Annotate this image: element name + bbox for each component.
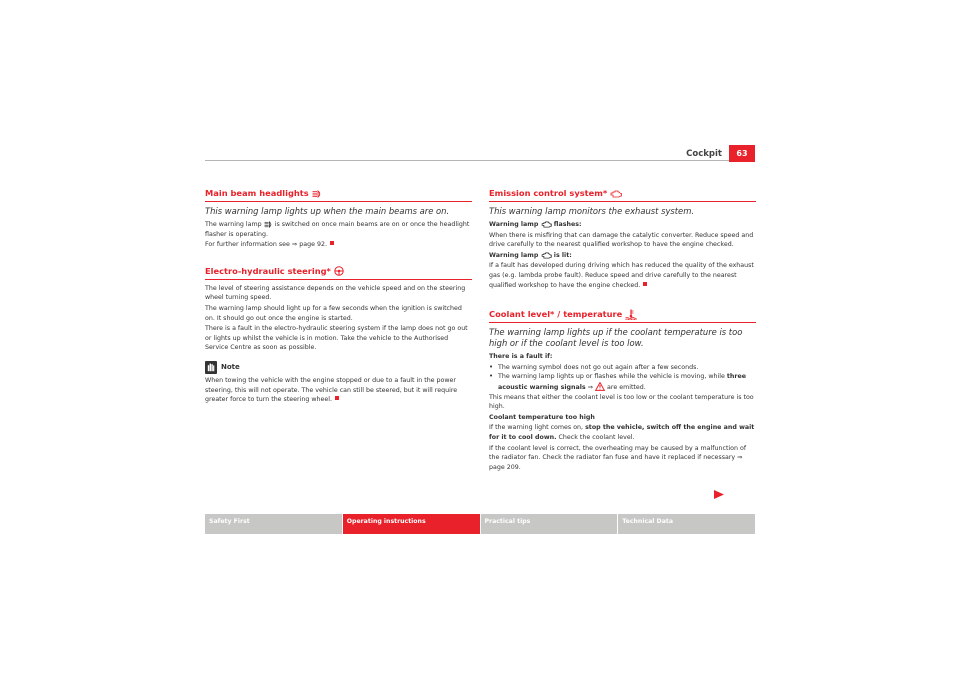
next-page-arrow-icon [713, 489, 725, 500]
footer-nav [205, 514, 755, 534]
section-subtitle: This warning lamp lights up when the main beams are on. [205, 206, 450, 216]
warning-triangle-icon [595, 382, 605, 391]
steering-wheel-icon [334, 266, 344, 276]
main-beam-icon [312, 190, 322, 198]
engine-icon [610, 190, 622, 198]
note-icon [205, 361, 217, 374]
coolant-correct-text: If the coolant level is correct, the overheating may be caused by a malfunction of the radiator fan. Check the radiator fan fuse and have it replaced if necessary ⇒ page 209. [489, 444, 747, 471]
fault-label: There is a fault if: [489, 353, 553, 361]
steering-paragraph-3: There is a fault in the electro-hydraulic steering system if the lamp does not go out or lights up whilst the vehicle is in motion. Take the vehicle to the Authorised Service Centre as soon as possible. [205, 325, 468, 352]
right-column [489, 187, 756, 473]
tab-safety-first[interactable]: Safety First [205, 514, 342, 534]
note-label: Note [221, 362, 240, 371]
list-item: • The warning lamp lights up or flashes while the vehicle is moving, while three acoustic warning signals ⇒ are emitted. [489, 372, 747, 391]
page-header [205, 145, 755, 161]
section-rule [205, 201, 472, 202]
main-beam-paragraph-1: The warning lamp is switched on once main beams are on or once the headlight flasher is operating. [205, 221, 470, 238]
temp-text: If the warning light comes on, stop the vehicle, switch off the engine and wait for it to cool down. Check the coolant level. [489, 424, 755, 441]
chapter-title: Cockpit [686, 149, 722, 159]
section-title-emission: Emission control system* [489, 187, 756, 200]
note-text: When towing the vehicle with the engine stopped or due to a fault in the power steering, this will not operate. The vehicle can still be steered, but it will require greater force to turn the steering wheel. [205, 376, 458, 404]
main-beam-paragraph-2: For further information see ⇒ page 92. [205, 240, 472, 250]
section-title-coolant: Coolant level* / temperature [489, 308, 756, 321]
steering-paragraph-1: The level of steering assistance depends on the vehicle speed and on the steering wheel turning speed. [205, 284, 466, 302]
left-column [205, 187, 472, 406]
section-rule [489, 322, 756, 323]
list-item: • The warning symbol does not go out again after a few seconds. [489, 362, 699, 371]
bullet-icon: • [489, 372, 494, 381]
tab-operating-instructions[interactable]: Operating instructions [343, 514, 480, 534]
lit-text: If a fault has developed during driving which has reduced the quality of the exhaust gas (e.g. lambda probe fault). Reduce speed and drive carefully to the nearest qualified workshop to have the engine checked. [489, 262, 754, 289]
note-heading [205, 361, 472, 374]
section-title-main-beam: Main beam headlights [205, 187, 472, 200]
flash-text: When there is misfiring that can damage the catalytic converter. Reduce speed and drive carefully to the nearest qualified workshop to have the engine checked. [489, 231, 754, 249]
section-subtitle: This warning lamp monitors the exhaust system. [489, 206, 695, 216]
flash-label: Warning lamp flashes: [489, 221, 582, 228]
steering-paragraph-2: The warning lamp should light up for a few seconds when the ignition is switched on. It should go out once the engine is started. [205, 304, 462, 322]
header-rule [205, 160, 755, 161]
section-rule [489, 201, 756, 202]
end-marker [335, 396, 339, 400]
tab-practical-tips[interactable]: Practical tips [481, 514, 618, 534]
engine-icon [541, 252, 552, 259]
end-marker [643, 282, 647, 286]
tab-technical-data[interactable]: Technical Data [618, 514, 755, 534]
page-number: 63 [729, 145, 755, 162]
temp-label: Coolant temperature too high [489, 413, 595, 421]
bullet-icon: • [489, 362, 494, 371]
main-beam-icon [264, 221, 273, 228]
end-marker [330, 241, 334, 245]
section-title-steering: Electro-hydraulic steering* [205, 265, 472, 278]
engine-icon [541, 221, 552, 228]
section-subtitle: The warning lamp lights up if the coolant temperature is too high or if the coolant level is too low. [489, 327, 743, 349]
lit-label: Warning lamp is lit: [489, 251, 572, 259]
section-rule [205, 279, 472, 280]
coolant-temperature-icon [625, 309, 637, 320]
coolant-means-text: This means that either the coolant level is too low or the coolant temperature is too high. [489, 393, 754, 411]
